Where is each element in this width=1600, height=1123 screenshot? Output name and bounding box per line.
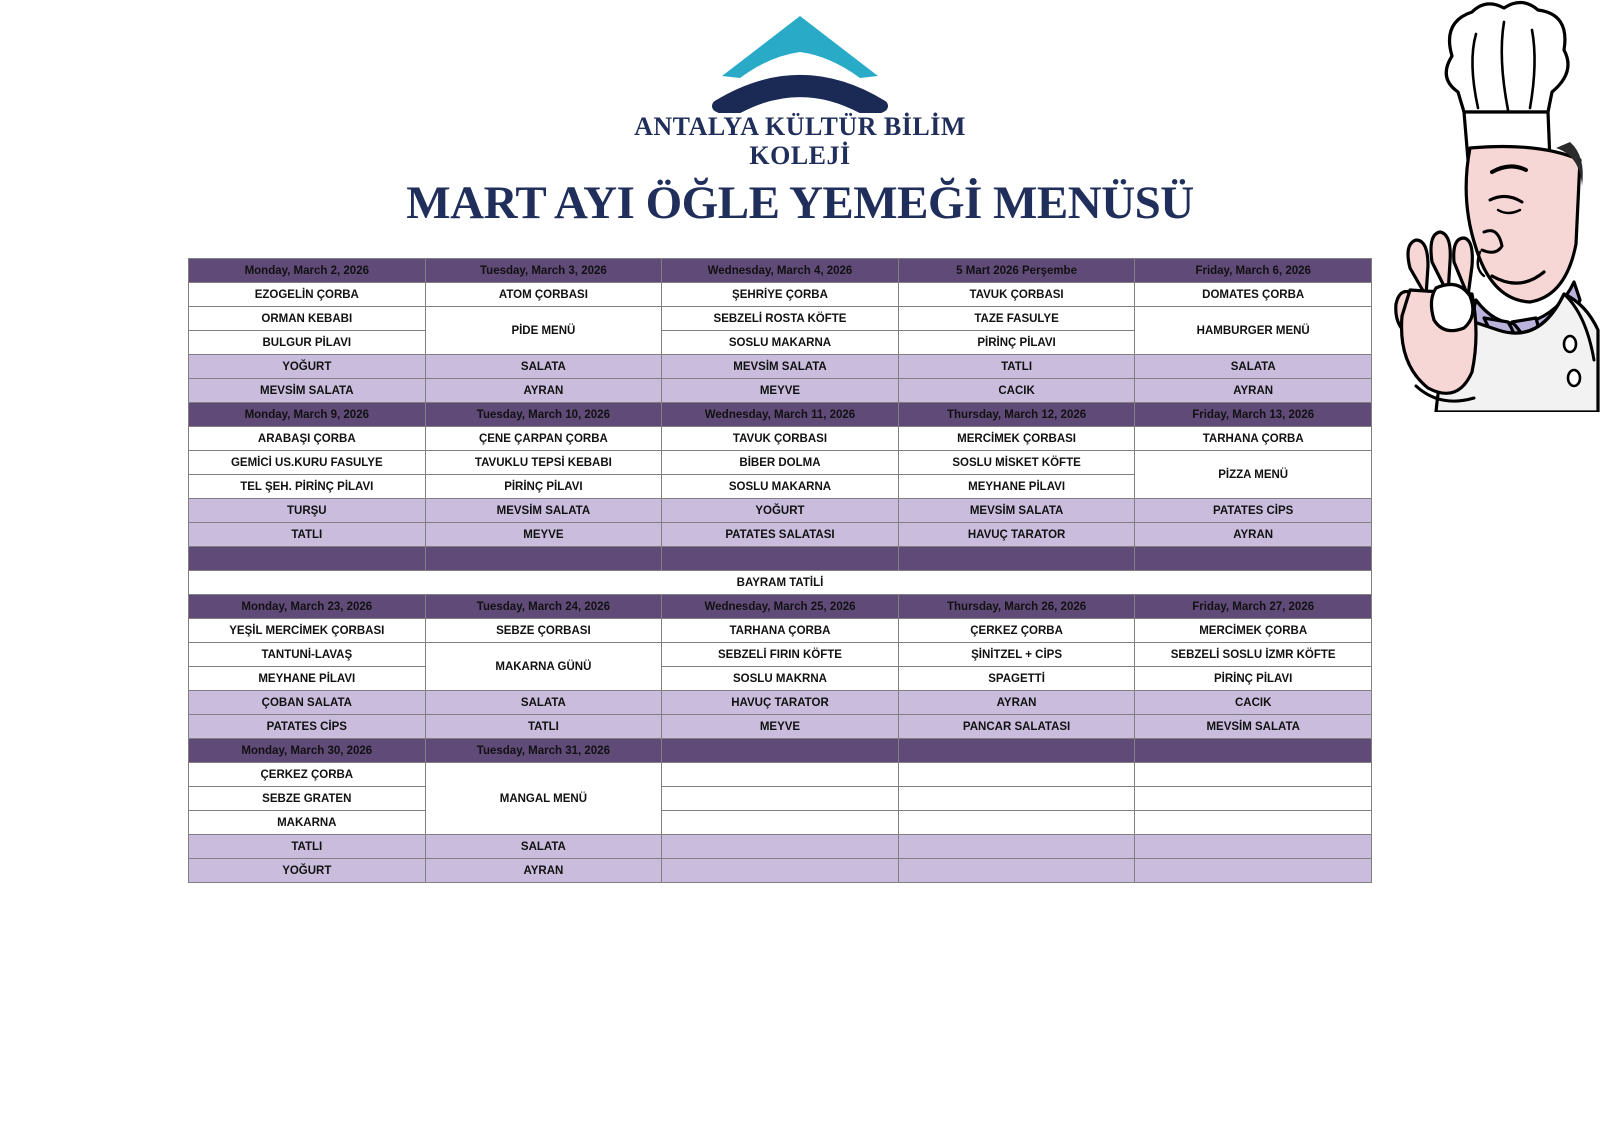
- menu-cell: SEBZELİ FIRIN KÖFTE: [662, 643, 899, 667]
- menu-cell: SEBZELİ SOSLU İZMR KÖFTE: [1135, 643, 1372, 667]
- menu-cell: ÇERKEZ ÇORBA: [189, 763, 426, 787]
- day-header-cell: [898, 739, 1135, 763]
- menu-cell: SPAGETTİ: [898, 667, 1135, 691]
- menu-cell-empty: [898, 763, 1135, 787]
- menu-cell: TAVUKLU TEPSİ KEBABI: [425, 451, 662, 475]
- menu-cell: TATLI: [189, 835, 426, 859]
- menu-row: [189, 379, 1372, 403]
- menu-cell: BİBER DOLMA: [662, 451, 899, 475]
- menu-cell: SALATA: [425, 691, 662, 715]
- menu-cell: EZOGELİN ÇORBA: [189, 283, 426, 307]
- menu-cell: MERCİMEK ÇORBA: [1135, 619, 1372, 643]
- menu-row: [189, 499, 1372, 523]
- menu-cell: BULGUR PİLAVI: [189, 331, 426, 355]
- menu-cell: PATATES CİPS: [1135, 499, 1372, 523]
- menu-cell: MEYVE: [662, 715, 899, 739]
- menu-row: [189, 787, 1372, 811]
- menu-row: [189, 451, 1372, 475]
- day-header-cell: 5 Mart 2026 Perşembe: [898, 259, 1135, 283]
- day-header-cell: Friday, March 13, 2026: [1135, 403, 1372, 427]
- menu-cell: MEVSİM SALATA: [898, 499, 1135, 523]
- holiday-header-band: [189, 547, 1372, 571]
- menu-row: [189, 715, 1372, 739]
- menu-cell: MEYVE: [662, 379, 899, 403]
- menu-table-body: [189, 259, 1372, 883]
- day-header-cell: Wednesday, March 25, 2026: [662, 595, 899, 619]
- menu-cell: MEVSİM SALATA: [189, 379, 426, 403]
- menu-cell-merged: PİDE MENÜ: [425, 307, 662, 355]
- menu-cell: TARHANA ÇORBA: [1135, 427, 1372, 451]
- day-header-cell: Monday, March 9, 2026: [189, 403, 426, 427]
- menu-row: [189, 691, 1372, 715]
- menu-cell: MEVSİM SALATA: [662, 355, 899, 379]
- menu-cell-empty: [1135, 835, 1372, 859]
- menu-row: [189, 667, 1372, 691]
- menu-cell-empty: [662, 811, 899, 835]
- menu-cell: GEMİCİ US.KURU FASULYE: [189, 451, 426, 475]
- page-title: MART AYI ÖĞLE YEMEĞİ MENÜSÜ: [406, 177, 1194, 229]
- week-header-row: [189, 595, 1372, 619]
- holiday-band-cell: [425, 547, 662, 571]
- menu-cell-empty: [662, 835, 899, 859]
- menu-cell: AYRAN: [1135, 379, 1372, 403]
- day-header-cell: Wednesday, March 4, 2026: [662, 259, 899, 283]
- menu-cell: TURŞU: [189, 499, 426, 523]
- menu-cell: ATOM ÇORBASI: [425, 283, 662, 307]
- menu-row: [189, 355, 1372, 379]
- menu-cell: DOMATES ÇORBA: [1135, 283, 1372, 307]
- holiday-band-cell: [662, 547, 899, 571]
- week-header-row: [189, 403, 1372, 427]
- week-header-row: [189, 739, 1372, 763]
- menu-cell: AYRAN: [425, 859, 662, 883]
- menu-cell-merged: MAKARNA GÜNÜ: [425, 643, 662, 691]
- menu-cell: AYRAN: [898, 691, 1135, 715]
- menu-row: [189, 283, 1372, 307]
- menu-cell: PANCAR SALATASI: [898, 715, 1135, 739]
- holiday-band-cell: [1135, 547, 1372, 571]
- menu-cell: SOSLU MAKRNA: [662, 667, 899, 691]
- day-header-cell: Tuesday, March 24, 2026: [425, 595, 662, 619]
- menu-cell-empty: [662, 859, 899, 883]
- menu-cell: CACIK: [898, 379, 1135, 403]
- menu-cell: TAVUK ÇORBASI: [662, 427, 899, 451]
- menu-cell: ŞİNİTZEL + CİPS: [898, 643, 1135, 667]
- mountain-arc-logo-icon: [700, 8, 900, 113]
- week-header-row: [189, 259, 1372, 283]
- menu-cell: AYRAN: [425, 379, 662, 403]
- menu-cell-empty: [898, 835, 1135, 859]
- menu-cell-empty: [898, 859, 1135, 883]
- menu-cell: AYRAN: [1135, 523, 1372, 547]
- menu-cell-empty: [1135, 811, 1372, 835]
- holiday-row: [189, 571, 1372, 595]
- menu-cell: PATATES SALATASI: [662, 523, 899, 547]
- day-header-cell: Monday, March 30, 2026: [189, 739, 426, 763]
- menu-cell: YOĞURT: [662, 499, 899, 523]
- menu-cell-empty: [1135, 763, 1372, 787]
- menu-cell-merged: MANGAL MENÜ: [425, 763, 662, 835]
- menu-cell: TATLI: [425, 715, 662, 739]
- menu-row: [189, 811, 1372, 835]
- menu-row: [189, 835, 1372, 859]
- day-header-cell: Friday, March 27, 2026: [1135, 595, 1372, 619]
- menu-cell: ARABAŞI ÇORBA: [189, 427, 426, 451]
- menu-cell: SEBZE GRATEN: [189, 787, 426, 811]
- menu-row: [189, 427, 1372, 451]
- menu-cell: TATLI: [189, 523, 426, 547]
- holiday-band-cell: [189, 547, 426, 571]
- menu-cell: YEŞİL MERCİMEK ÇORBASI: [189, 619, 426, 643]
- day-header-cell: Monday, March 23, 2026: [189, 595, 426, 619]
- menu-cell-empty: [898, 787, 1135, 811]
- menu-cell: SALATA: [425, 835, 662, 859]
- menu-cell: MAKARNA: [189, 811, 426, 835]
- menu-cell: TANTUNİ-LAVAŞ: [189, 643, 426, 667]
- school-name-line1: ANTALYA KÜLTÜR BİLİM: [634, 112, 966, 141]
- menu-cell: TATLI: [898, 355, 1135, 379]
- menu-cell: TEL ŞEH. PİRİNÇ PİLAVI: [189, 475, 426, 499]
- menu-cell-empty: [1135, 787, 1372, 811]
- menu-row: [189, 307, 1372, 331]
- lunch-menu-table: [188, 258, 1372, 883]
- menu-cell: ÇERKEZ ÇORBA: [898, 619, 1135, 643]
- day-header-cell: Thursday, March 26, 2026: [898, 595, 1135, 619]
- menu-cell: YOĞURT: [189, 355, 426, 379]
- day-header-cell: Tuesday, March 10, 2026: [425, 403, 662, 427]
- school-logo: [700, 8, 900, 113]
- menu-cell-empty: [898, 811, 1135, 835]
- menu-cell-empty: [662, 787, 899, 811]
- menu-cell-merged: HAMBURGER MENÜ: [1135, 307, 1372, 355]
- menu-cell: SEBZELİ ROSTA KÖFTE: [662, 307, 899, 331]
- menu-cell: SEBZE ÇORBASI: [425, 619, 662, 643]
- page-header: [0, 0, 1600, 250]
- menu-row: [189, 643, 1372, 667]
- menu-cell: MERCİMEK ÇORBASI: [898, 427, 1135, 451]
- menu-cell: YOĞURT: [189, 859, 426, 883]
- menu-cell: ORMAN KEBABI: [189, 307, 426, 331]
- day-header-cell: [1135, 739, 1372, 763]
- menu-cell: ŞEHRİYE ÇORBA: [662, 283, 899, 307]
- menu-cell: MEYHANE PİLAVI: [898, 475, 1135, 499]
- menu-cell: ÇOBAN SALATA: [189, 691, 426, 715]
- day-header-cell: Monday, March 2, 2026: [189, 259, 426, 283]
- menu-cell: ÇENE ÇARPAN ÇORBA: [425, 427, 662, 451]
- menu-cell: HAVUÇ TARATOR: [662, 691, 899, 715]
- menu-cell: MEYVE: [425, 523, 662, 547]
- holiday-band-cell: [898, 547, 1135, 571]
- day-header-cell: [662, 739, 899, 763]
- menu-row: [189, 523, 1372, 547]
- day-header-cell: Friday, March 6, 2026: [1135, 259, 1372, 283]
- menu-cell: TAZE FASULYE: [898, 307, 1135, 331]
- menu-row: [189, 859, 1372, 883]
- menu-cell: MEVSİM SALATA: [425, 499, 662, 523]
- menu-cell: MEVSİM SALATA: [1135, 715, 1372, 739]
- menu-cell-empty: [1135, 859, 1372, 883]
- menu-cell: PİRİNÇ PİLAVI: [898, 331, 1135, 355]
- menu-cell: HAVUÇ TARATOR: [898, 523, 1135, 547]
- menu-cell: SALATA: [1135, 355, 1372, 379]
- menu-cell: TAVUK ÇORBASI: [898, 283, 1135, 307]
- menu-cell: PİRİNÇ PİLAVI: [1135, 667, 1372, 691]
- day-header-cell: Tuesday, March 3, 2026: [425, 259, 662, 283]
- menu-cell: TARHANA ÇORBA: [662, 619, 899, 643]
- menu-cell-empty: [662, 763, 899, 787]
- menu-row: [189, 619, 1372, 643]
- menu-cell-merged: PİZZA MENÜ: [1135, 451, 1372, 499]
- school-name: [0, 112, 1600, 170]
- menu-cell: CACIK: [1135, 691, 1372, 715]
- day-header-cell: Tuesday, March 31, 2026: [425, 739, 662, 763]
- school-name-line2: KOLEJİ: [749, 141, 851, 171]
- menu-cell: SALATA: [425, 355, 662, 379]
- day-header-cell: Thursday, March 12, 2026: [898, 403, 1135, 427]
- menu-cell: PİRİNÇ PİLAVI: [425, 475, 662, 499]
- menu-cell: SOSLU MAKARNA: [662, 331, 899, 355]
- menu-cell: MEYHANE PİLAVI: [189, 667, 426, 691]
- menu-cell: SOSLU MİSKET KÖFTE: [898, 451, 1135, 475]
- holiday-notice: BAYRAM TATİLİ: [189, 571, 1372, 595]
- menu-row: [189, 763, 1372, 787]
- day-header-cell: Wednesday, March 11, 2026: [662, 403, 899, 427]
- menu-cell: PATATES CİPS: [189, 715, 426, 739]
- menu-cell: SOSLU MAKARNA: [662, 475, 899, 499]
